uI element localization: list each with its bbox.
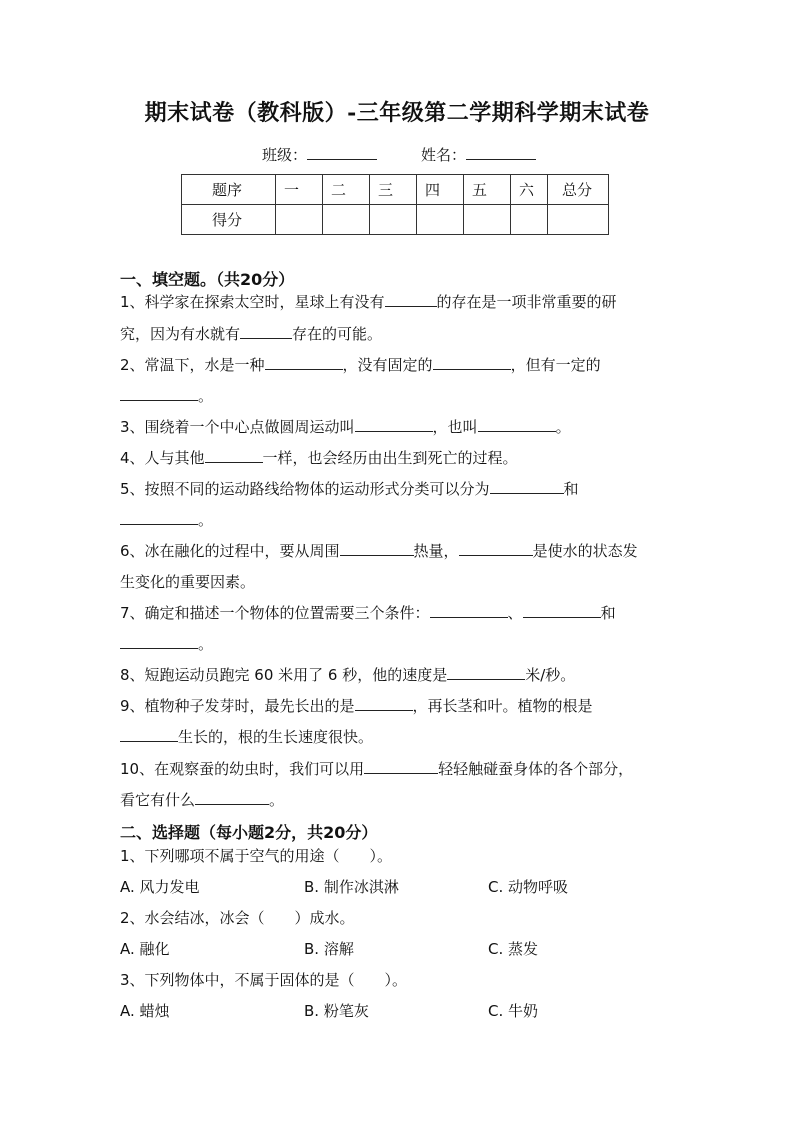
score-table bbox=[181, 174, 609, 235]
class-blank[interactable] bbox=[307, 145, 377, 160]
answer-blank[interactable] bbox=[120, 510, 198, 525]
answer-blank[interactable] bbox=[355, 417, 433, 432]
question-9-line-2: 生长的，根的生长速度很快。 bbox=[120, 726, 680, 747]
answer-blank[interactable] bbox=[478, 417, 556, 432]
score-cell[interactable] bbox=[370, 205, 417, 235]
question-5-line-2: 。 bbox=[120, 509, 680, 530]
question-7-line-1: 7、确定和描述一个物体的位置需要三个条件： 、 和 bbox=[120, 604, 616, 622]
question-6-line-1: 6、冰在融化的过程中，要从周围 热量， 是使水的状态发 bbox=[120, 542, 638, 560]
question-4: 4、人与其他 一样，也会经历由出生到死亡的过程。 bbox=[120, 449, 518, 467]
score-cell[interactable] bbox=[511, 205, 548, 235]
answer-blank[interactable] bbox=[195, 790, 269, 805]
student-info bbox=[262, 144, 536, 165]
answer-blank[interactable] bbox=[205, 448, 263, 463]
choice-question-3-stem: 3、下列物体中，不属于固体的是（ ）。 bbox=[120, 971, 408, 989]
score-table-score-row bbox=[182, 205, 609, 235]
answer-blank[interactable] bbox=[490, 479, 564, 494]
name-blank[interactable] bbox=[466, 145, 536, 160]
score-header-cell: 二 bbox=[323, 175, 370, 205]
score-row-label: 得分 bbox=[182, 205, 276, 235]
answer-blank[interactable] bbox=[430, 603, 508, 618]
score-header-cell: 总分 bbox=[548, 175, 609, 205]
question-10-line-1: 10、在观察蚕的幼虫时，我们可以用 轻轻触碰蚕身体的各个部分， bbox=[120, 760, 634, 778]
score-header-cell: 六 bbox=[511, 175, 548, 205]
answer-blank[interactable] bbox=[355, 696, 413, 711]
choice-option-c[interactable]: C. 蒸发 bbox=[488, 940, 539, 958]
question-1-line-2: 究，因为有水就有 存在的可能。 bbox=[120, 325, 383, 343]
question-3: 3、围绕着一个中心点做圆周运动叫 ，也叫 。 bbox=[120, 418, 571, 436]
answer-blank[interactable] bbox=[459, 541, 533, 556]
answer-blank[interactable] bbox=[385, 292, 437, 307]
section-2-heading: 二、选择题（每小题2分，共20分） bbox=[120, 823, 378, 842]
choice-option-a[interactable]: A. 融化 bbox=[120, 940, 170, 958]
section-1-heading: 一、填空题。（共20分） bbox=[120, 270, 295, 289]
name-label: 姓名： bbox=[421, 146, 467, 164]
question-2-line-2: 。 bbox=[120, 385, 680, 406]
question-6-line-2: 生变化的重要因素。 bbox=[120, 573, 256, 591]
choice-option-a[interactable]: A. 风力发电 bbox=[120, 878, 200, 896]
score-cell[interactable] bbox=[464, 205, 511, 235]
question-10-line-2: 看它有什么 。 bbox=[120, 791, 285, 809]
question-8: 8、短跑运动员跑完 60 米用了 6 秒，他的速度是 米/秒。 bbox=[120, 666, 576, 684]
answer-blank[interactable] bbox=[120, 634, 198, 649]
choice-option-a[interactable]: A. 蜡烛 bbox=[120, 1002, 170, 1020]
score-header-cell: 四 bbox=[417, 175, 464, 205]
answer-blank[interactable] bbox=[433, 355, 511, 370]
question-2-line-1: 2、常温下，水是一种 ，没有固定的 ，但有一定的 bbox=[120, 356, 601, 374]
choice-question-2-stem: 2、水会结冰，冰会（ ）成水。 bbox=[120, 909, 355, 927]
score-cell[interactable] bbox=[323, 205, 370, 235]
score-header-cell: 五 bbox=[464, 175, 511, 205]
choice-option-c[interactable]: C. 动物呼吸 bbox=[488, 878, 569, 896]
choice-option-c[interactable]: C. 牛奶 bbox=[488, 1002, 539, 1020]
question-5-line-1: 5、按照不同的运动路线给物体的运动形式分类可以分为 和 bbox=[120, 480, 579, 498]
question-9-line-1: 9、植物种子发芽时，最先长出的是 ，再长茎和叶。植物的根是 bbox=[120, 697, 593, 715]
choice-question-1-stem: 1、下列哪项不属于空气的用途（ ）。 bbox=[120, 847, 393, 865]
answer-blank[interactable] bbox=[265, 355, 343, 370]
page-title: 期末试卷（教科版）-三年级第二学期科学期末试卷 bbox=[144, 100, 650, 126]
score-cell[interactable] bbox=[276, 205, 323, 235]
choice-option-b[interactable]: B. 粉笔灰 bbox=[304, 1002, 369, 1020]
answer-blank[interactable] bbox=[523, 603, 601, 618]
choice-option-b[interactable]: B. 制作冰淇淋 bbox=[304, 878, 399, 896]
score-header-cell: 一 bbox=[276, 175, 323, 205]
answer-blank[interactable] bbox=[240, 324, 292, 339]
score-header-cell: 三 bbox=[370, 175, 417, 205]
answer-blank[interactable] bbox=[120, 386, 198, 401]
score-table-header-row bbox=[182, 175, 609, 205]
choice-option-b[interactable]: B. 溶解 bbox=[304, 940, 354, 958]
answer-blank[interactable] bbox=[120, 727, 178, 742]
answer-blank[interactable] bbox=[340, 541, 414, 556]
answer-blank[interactable] bbox=[447, 665, 525, 680]
question-1-line-1: 1、科学家在探索太空时，星球上有没有 的存在是一项非常重要的研 bbox=[120, 293, 617, 311]
class-label: 班级： bbox=[262, 146, 308, 164]
answer-blank[interactable] bbox=[364, 759, 438, 774]
score-header-cell: 题序 bbox=[182, 175, 276, 205]
score-cell[interactable] bbox=[417, 205, 464, 235]
score-cell[interactable] bbox=[548, 205, 609, 235]
question-7-line-2: 。 bbox=[120, 633, 680, 654]
